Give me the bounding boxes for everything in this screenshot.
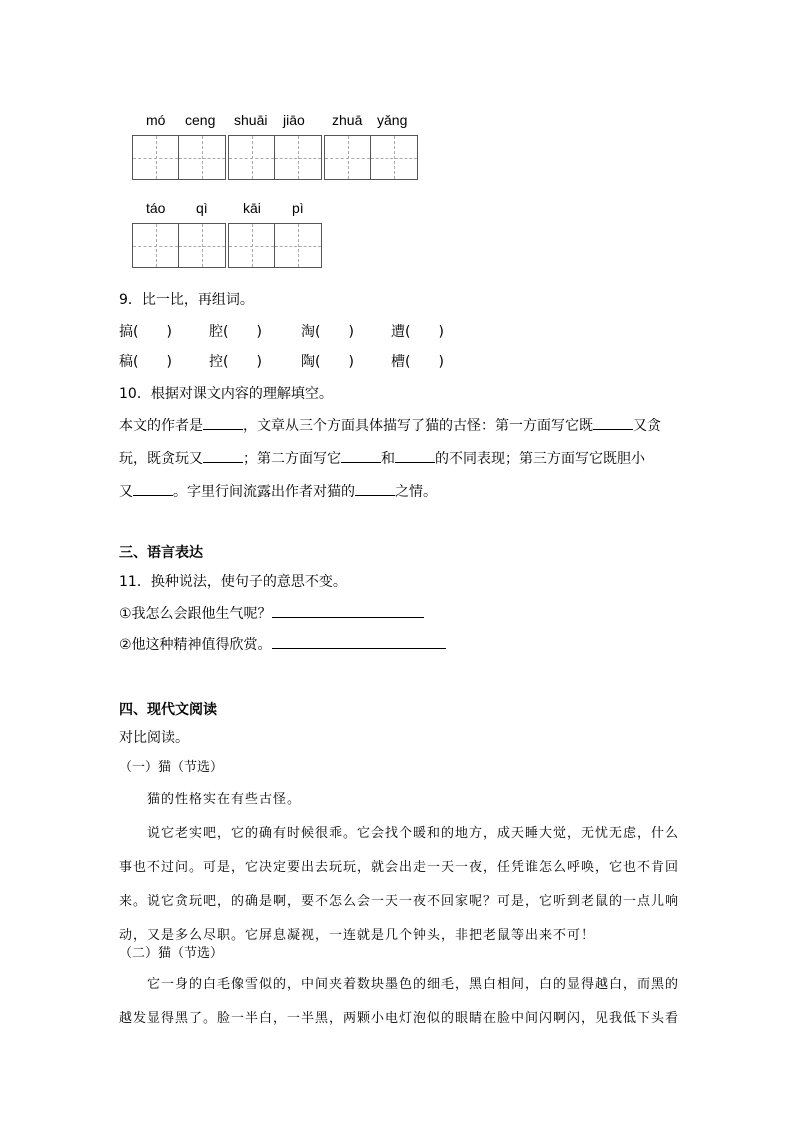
answer-blank[interactable] — [133, 481, 173, 496]
reading-intro: 对比阅读。 — [119, 730, 189, 746]
writing-box-moceng[interactable] — [132, 135, 226, 180]
pinyin-label: ceng — [185, 112, 216, 128]
answer-blank[interactable] — [341, 448, 381, 463]
writing-box-kaipi[interactable] — [228, 223, 322, 268]
answer-line[interactable] — [272, 634, 446, 649]
answer-blank[interactable] — [203, 448, 243, 463]
compare-item[interactable]: 稿( ) — [119, 354, 172, 370]
passage-1-title: （一）猫（节选） — [119, 760, 224, 775]
answer-blank[interactable] — [355, 481, 395, 496]
passage-paragraph: 猫的性格实在有些古怪。 — [147, 792, 302, 807]
text: 玩，既贪玩又 — [119, 451, 203, 467]
compare-item[interactable]: 搞( ) — [119, 324, 172, 340]
compare-item[interactable]: 淘( ) — [301, 324, 354, 340]
pinyin-label: pì — [292, 200, 304, 216]
text: ；第二方面写它 — [243, 451, 341, 467]
answer-blank[interactable] — [395, 448, 435, 463]
writing-box-zhuayang[interactable] — [324, 135, 418, 180]
fill-line-3 — [119, 481, 437, 502]
writing-box-shuaijiao[interactable] — [228, 135, 322, 180]
text: 的不同表现；第三方面写它既胆小 — [435, 451, 645, 467]
answer-line[interactable] — [272, 603, 424, 618]
text: 又 — [119, 484, 133, 500]
answer-blank[interactable] — [593, 415, 633, 430]
fill-line-2 — [119, 448, 645, 469]
sentence: ②他这种精神值得欣赏。 — [119, 637, 272, 653]
pinyin-label: zhuā — [332, 112, 363, 128]
passage-2-title: （二）猫（节选） — [119, 946, 224, 961]
question-10-title: 10．根据对课文内容的理解填空。 — [119, 386, 333, 402]
pinyin-label: kāi — [243, 200, 261, 216]
sentence: ①我怎么会跟他生气呢？ — [119, 606, 272, 622]
question-11-title: 11．换种说法，使句子的意思不变。 — [119, 574, 347, 590]
fill-line-1 — [119, 415, 661, 436]
rewrite-line-2 — [119, 634, 446, 655]
pinyin-label: mó — [146, 112, 166, 128]
pinyin-label: yǎng — [377, 112, 408, 128]
question-9-title: 9．比一比，再组词。 — [119, 292, 254, 308]
compare-item[interactable]: 槽( ) — [391, 354, 444, 370]
text: 和 — [381, 451, 395, 467]
compare-item[interactable]: 腔( ) — [209, 324, 262, 340]
passage-paragraph: 说它老实吧，它的确有时候很乖。它会找个暖和的地方，成天睡大觉，无忧无虑，什么事也不过问。可是，它决定要出去玩玩，就会出走一天一夜，任凭谁怎么呼唤，它也不肯回来。说它贪玩吧，的确是啊，要不怎么会一天一夜不回家呢？可是，它听到老鼠的一点儿响动，又是多么尽职。它屏息凝视，一连就是几个钟头，非把老鼠等出来不可！ — [119, 826, 680, 943]
passage-paragraph: 它一身的白毛像雪似的，中间夹着数块墨色的细毛，黑白相间，白的显得越白，而黑的越发显得黑了。脸一半白，一半黑，两颗小电灯泡似的眼睛在脸中间闪啊闪，见我低下头看 — [119, 977, 680, 1026]
text: 本文的作者是 — [119, 418, 203, 434]
rewrite-line-1 — [119, 603, 424, 624]
pinyin-label: táo — [146, 200, 166, 216]
compare-item[interactable]: 陶( ) — [301, 354, 354, 370]
text: 又贪 — [633, 418, 661, 434]
pinyin-label: shuāi — [234, 112, 268, 128]
answer-blank[interactable] — [203, 415, 243, 430]
text: 之情。 — [395, 484, 437, 500]
section-4-heading: 四、现代文阅读 — [119, 702, 217, 718]
writing-box-taoqi[interactable] — [132, 223, 226, 268]
compare-item[interactable]: 遭( ) — [391, 324, 444, 340]
text: ，文章从三个方面具体描写了猫的古怪：第一方面写它既 — [243, 418, 593, 434]
section-3-heading: 三、语言表达 — [119, 545, 203, 561]
pinyin-label: jiāo — [283, 112, 305, 128]
compare-item[interactable]: 控( ) — [209, 354, 262, 370]
text: 。字里行间流露出作者对猫的 — [173, 484, 355, 500]
pinyin-label: qì — [196, 200, 208, 216]
